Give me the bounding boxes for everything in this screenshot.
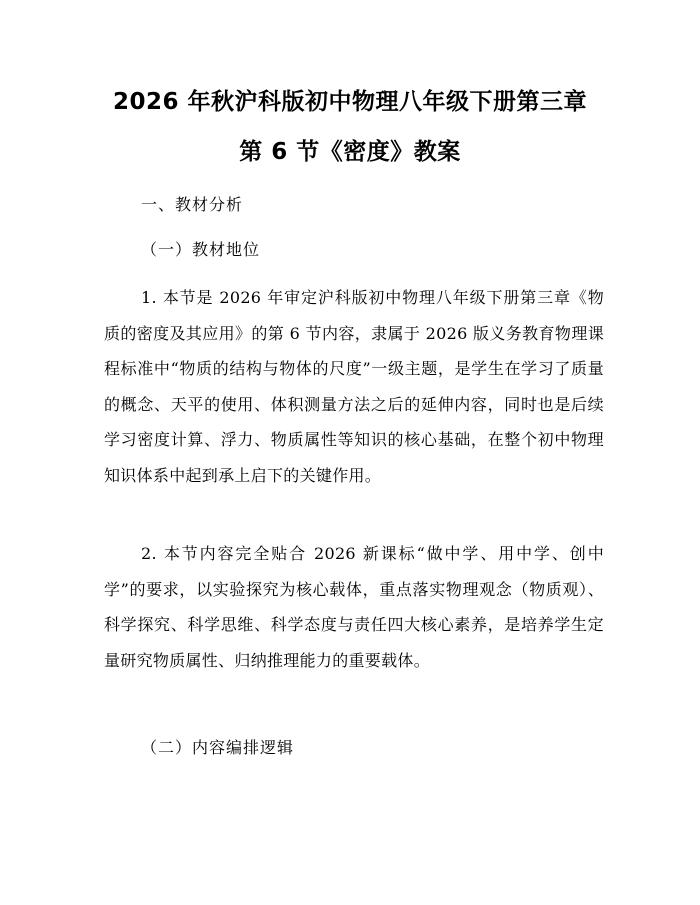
paragraph-textbook-position: 1. 本节是 2026 年审定沪科版初中物理八年级下册第三章《物质的密度及其应用》的第 6 节内容，隶属于 2026 版义务教育物理课程标准中“物质的结构与物体的尺度”一级主题，是学生在学习了质量的概念、天平的使用、体积测量方法之后的延伸内容，同时也是后续学习密度计算、浮力、物质属性等知识的核心基础，在整个初中物理知识体系中起到承上启下的关键作用。: [104, 288, 604, 485]
paragraph-curriculum-alignment: 2. 本节内容完全贴合 2026 新课标“做中学、用中学、创中学”的要求，以实验探究为核心载体，重点落实物理观念（物质观）、科学探究、科学思维、科学态度与责任四大核心素养，是培养学生定量研究物质属性、归纳推理能力的重要载体。: [104, 544, 604, 670]
section-heading-textbook-analysis: 一、教材分析: [141, 195, 244, 214]
subsection-heading-content-arrangement: （二）内容编排逻辑: [141, 738, 295, 757]
document-title-line-1: 2026 年秋沪科版初中物理八年级下册第三章: [112, 89, 588, 115]
subsection-heading-textbook-position: （一）教材地位: [141, 240, 261, 259]
document-title-line-2: 第 6 节《密度》教案: [239, 139, 461, 165]
